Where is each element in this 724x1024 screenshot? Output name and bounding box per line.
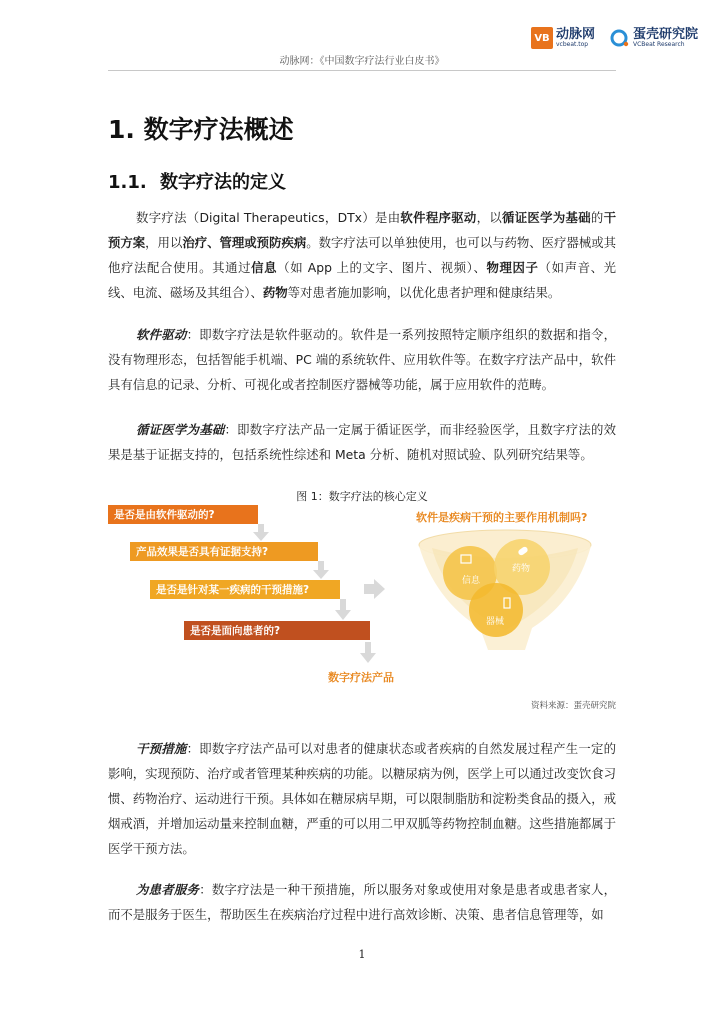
paragraph-patient-service: 为患者服务：数字疗法是一种干预措施，所以服务对象或使用对象是患者或患者家人，而不是服务于医生，帮助医生在疾病治疗过程中进行高效诊断、决策、患者信息管理等，如 xyxy=(108,882,617,922)
term-evidence-based: 循证医学为基础 xyxy=(136,422,225,437)
circle-drug-label: 药物 xyxy=(512,564,531,574)
step-evidence-support: 产品效果是否具有证据支持? xyxy=(130,542,318,561)
circle-device-label: 器械 xyxy=(486,617,505,627)
logo2-name: 蛋壳研究院 xyxy=(633,27,699,42)
down-arrow-1 xyxy=(253,524,269,541)
step-software-driven: 是否是由软件驱动的? xyxy=(108,505,258,524)
term-patient-service: 为患者服务 xyxy=(136,882,200,897)
page-number: 1 xyxy=(358,948,366,961)
section-number: 1.1. xyxy=(108,172,147,193)
section-text: 数字疗法的定义 xyxy=(160,172,286,193)
circle-info-label: 信息 xyxy=(462,576,481,586)
chapter-title: 1. 数字疗法概述 xyxy=(108,115,294,144)
logo2-sub: VCBeat Research xyxy=(633,41,685,48)
down-arrow-3 xyxy=(335,599,351,620)
step-patient-facing: 是否是面向患者的? xyxy=(184,621,370,640)
down-arrow-2 xyxy=(313,561,329,579)
term-intervention: 干预措施 xyxy=(136,741,187,756)
funnel-diagram xyxy=(419,530,591,650)
term-software-driven: 软件驱动 xyxy=(136,327,187,342)
figure-title: 图 1：数字疗法的核心定义 xyxy=(296,490,428,503)
figure-source: 资料来源：蛋壳研究院 xyxy=(530,701,616,711)
down-arrow-4 xyxy=(360,642,376,663)
circle-device xyxy=(469,583,523,637)
paragraph-intervention: 干预措施：即数字疗法产品可以对患者的健康状态或者疾病的自然发展过程产生一定的影响，实现预防、治疗或者管理某种疾病的功能。以糖尿病为例，医学上可以通过改变饮食习惯、药物治疗、运动进行干预。具体如在糖尿病早期，可以限制脂肪和淀粉类食品的摄入，戒烟戒酒，并增加运动量来控制血糖，严重的可以用二甲双胍等药物控制血糖。这些措施都属于医学干预方法。 xyxy=(108,741,617,856)
right-arrow xyxy=(364,579,385,599)
output-label: 数字疗法产品 xyxy=(328,671,394,684)
logo1-name: 动脉网 xyxy=(556,27,596,42)
logo1-sub: vcbeat.top xyxy=(556,41,589,48)
vb-badge-icon: VB xyxy=(531,27,553,49)
paragraph-definition: 数字疗法（Digital Therapeutics，DTx）是由软件程序驱动，以循证医学为基础的干预方案，用以治疗、管理或预防疾病。数字疗法可以单独使用，也可以与药物、医疗器械或其他疗法配合使用。其通过信息（如 App 上的文字、图片、视频）、物理因子（如声音、光线、电流、磁场及其组合）、药物等对患者施加影响，以优化患者护理和健康结果。 xyxy=(108,210,617,300)
paragraph-evidence-based: 循证医学为基础：即数字疗法产品一定属于循证医学，而非经验医学，且数字疗法的效果是基于证据支持的，包括系统性综述和 Meta 分析、随机对照试验、队列研究结果等。 xyxy=(108,422,617,462)
paragraph-software-driven: 软件驱动：即数字疗法是软件驱动的。软件是一系列按照特定顺序组织的数据和指令，没有物理形态，包括智能手机端、PC 端的系统软件、应用软件等。在数字疗法产品中，软件具有信息的记录、分析、可视化或者控制医疗器械等功能，属于应用软件的范畴。 xyxy=(108,327,617,392)
step-disease-intervention: 是否是针对某一疾病的干预措施? xyxy=(150,580,340,599)
funnel-title: 软件是疾病干预的主要作用机制吗? xyxy=(416,511,588,524)
running-header: 动脉网：《中国数字疗法行业白皮书》 xyxy=(279,56,445,67)
